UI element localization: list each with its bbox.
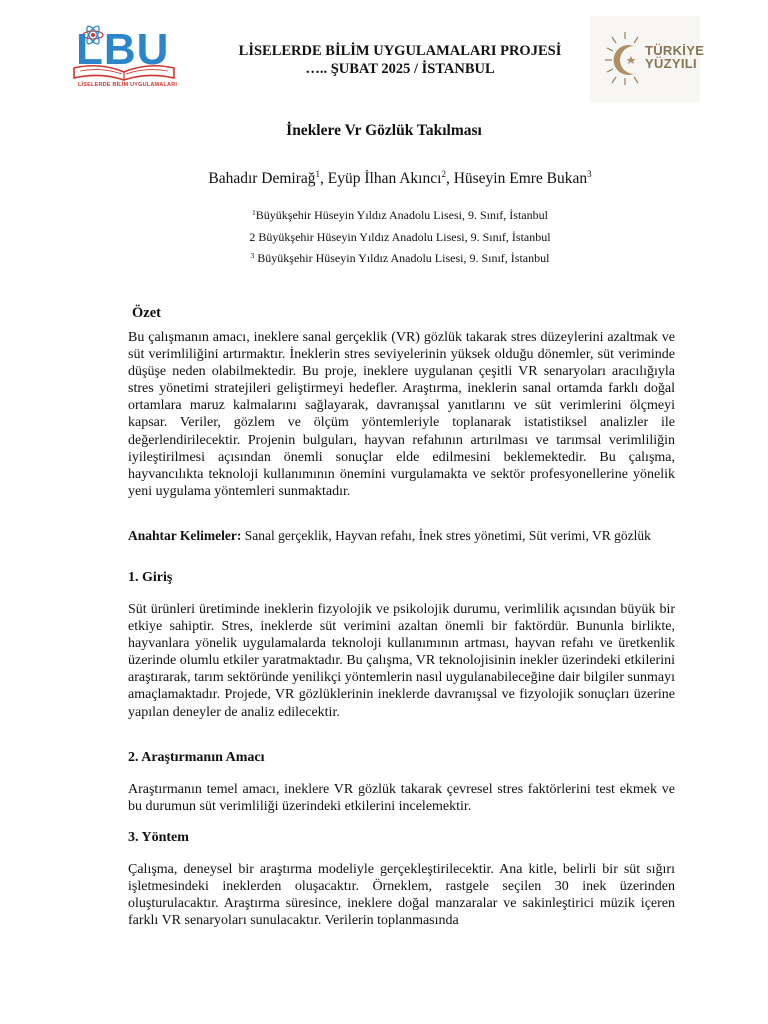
affiliation-2 [0,230,768,245]
turkiye-yuzyili-logo [590,16,705,102]
lbu-subtitle: LİSELERDE BİLİM UYGULAMALARI [78,82,178,88]
section-text-amac: Araştırmanın temel amacı, ineklere VR gözlük takarak çevresel stres faktörlerini test ekmek ve bu durumun süt verimliliği üzerindeki etkilerini incelemektir. [128,782,675,815]
section-heading-giris: 1. Giriş [128,570,173,585]
keywords [128,527,675,545]
date-location: ….. ŞUBAT 2025 / İSTANBUL [305,61,495,77]
author-sup: 1 [315,169,321,179]
author-name: Hüseyin Emre Bukan [453,170,588,187]
section-text-yontem: Çalışma, deneysel bir araştırma modeliyle gerçekleştirilecektir. Ana kitle, belirli bir süt sığırı işletmesindeki ineklerden oluşacaktır. Örneklem, rastgele seçilen 30 inek üzerinden oluşturulacaktır. Araştırma süresince, ineklere doğal manzaralar ve sakinleştirici müzik içeren farklı VR senaryoları sunulacaktır. Verilerin toplanmasında [128,862,675,929]
abstract-text: Bu çalışmanın amacı, ineklere sanal gerçeklik (VR) gözlük takarak stres düzeylerini azaltmak ve süt verimliliğini artırmaktır. İneklerin stres seviyelerinin yüksek olduğu dönemler, süt veriminde düşüşe neden olabilmektedir. Bu proje, ineklere uygulanan çeşitli VR senaryoları aracılığıyla stres yönetimi stratejileri geliştirmeyi hedefler. Araştırma, ineklerin sanal ortamda farklı doğal ortamlara maruz kalmalarını sağlayarak, davranışsal yanıtlarını ve süt verimlerini ölçmeyi kapsar. Veriler, gözlem ve ölçüm yöntemleriyle toplanarak istatistiksel analizler ile değerlendirilecektir. Projenin bulguları, hayvan refahının artırılması ve tarımsal verimliliğin iyileştirilmesi açısından önemli sonuçlar elde edilmesini beklemektedir. Bu çalışma, hayvancılıkta teknoloji kullanımının önemini vurgulamakta ve sektör profesyonellerine yönelik yeni uygulama yöntemleri sunmaktadır. [128,330,675,499]
conference-header [200,42,600,78]
author-sup: 3 [587,169,592,179]
paper-title: İneklere Vr Gözlük Takılması [286,122,482,139]
author-sep: , [445,170,454,187]
author-sup: 2 [441,169,446,179]
affiliation-sup: 3 [250,251,255,260]
tr-line-1: TÜRKİYE [645,43,705,58]
affiliation-3 [0,251,768,266]
lbu-letters: LBU [76,25,170,74]
affiliation-text: Büyükşehir Hüseyin Yıldız Anadolu Lisesi, 9. Sınıf, İstanbul [254,251,550,265]
keywords-label: Anahtar Kelimeler: [128,528,242,543]
turkiye-yuzyili-text [645,44,704,70]
abstract-heading: Özet [132,305,161,321]
author-name: Eyüp İlhan Akıncı [327,170,442,187]
affiliation-text: Büyükşehir Hüseyin Yıldız Anadolu Lisesi, 9. Sınıf, İstanbul [255,208,548,222]
crescent-star-icon [604,30,646,86]
affiliation-1 [0,208,768,223]
section-text-giris: Süt ürünleri üretiminde ineklerin fizyolojik ve psikolojik durumu, verimlilik açısından büyük bir etkiye sahiptir. Stres, ineklerde süt verimini azaltan önemli bir faktördür. Bununla birlikte, hayvanlara yönelik uygulamalarda teknoloji kullanımının artması, hayvan refahı ve üretkenlik üzerinde olumlu etkiler yaratmaktadır. Bu çalışma, VR teknolojisinin inekler üzerindeki etkilerini araştırarak, tarım sektöründe yenilikçi yöntemlerin nasıl uygulanabileceğine dair bilgiler sunmayı amaçlamaktadır. Projede, VR gözlüklerinin ineklerde davranışsal ve fizyolojik sonuçları üzerine yapılan deneyler de analiz edilecektir. [128,602,675,720]
project-title: LİSELERDE BİLİM UYGULAMALARI PROJESİ [238,43,562,59]
section-heading-yontem: 3. Yöntem [128,830,189,845]
section-heading-amac: 2. Araştırmanın Amacı [128,750,265,765]
affiliation-prefix: 2 [249,230,259,244]
tr-line-2: YÜZYILI [645,56,697,71]
affiliation-sup: 1 [252,208,256,217]
author-name: Bahadır Demirağ [208,170,316,187]
author-list [0,170,768,188]
open-book-icon [70,64,178,82]
affiliation-text: Büyükşehir Hüseyin Yıldız Anadolu Lisesi, 9. Sınıf, İstanbul [258,230,551,244]
keywords-text: Sanal gerçeklik, Hayvan refahı, İnek stres yönetimi, Süt verimi, VR gözlük [241,528,651,543]
lbu-logo [70,24,178,90]
author-sep: , [320,170,328,187]
